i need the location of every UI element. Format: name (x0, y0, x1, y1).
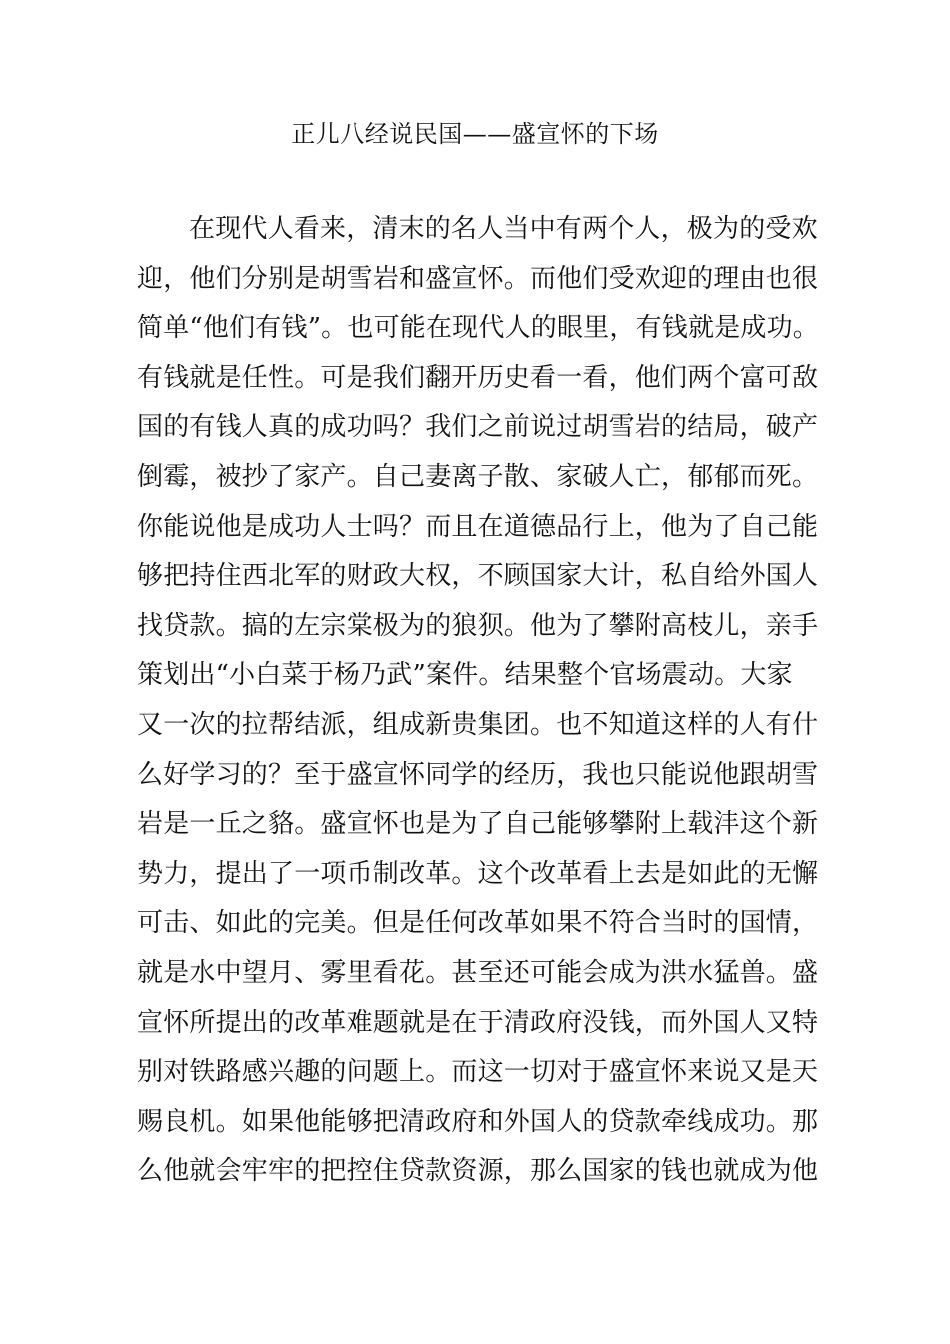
document-title: 正儿八经说民国——盛宣怀的下场 (291, 120, 659, 148)
text-line: 简单“他们有钱”。也可能在现代人的眼里，有钱就是成功。 (137, 313, 819, 344)
text-line: 找贷款。搞的左宗棠极为的狼狈。他为了攀附高枝儿，亲手 (137, 610, 819, 641)
text-line: 国的有钱人真的成功吗？我们之前说过胡雪岩的结局，破产 (137, 412, 819, 443)
text-line: 迎，他们分别是胡雪岩和盛宣怀。而他们受欢迎的理由也很 (137, 263, 819, 294)
text-line: 够把持住西北军的财政大权，不顾国家大计，私自给外国人 (137, 561, 819, 592)
text-line: 么他就会牢牢的把控住贷款资源，那么国家的钱也就成为他 (137, 1156, 819, 1187)
text-line: 策划出“小白菜于杨乃武”案件。结果整个官场震动。大家 (137, 660, 793, 691)
text-line: 么好学习的？至于盛宣怀同学的经历，我也只能说他跟胡雪 (137, 759, 819, 790)
text-line: 你能说他是成功人士吗？而且在道德品行上，他为了自己能 (137, 511, 819, 542)
body-text (137, 205, 837, 1197)
text-line: 势力，提出了一项币制改革。这个改革看上去是如此的无懈 (137, 858, 819, 889)
text-line: 赐良机。如果他能够把清政府和外国人的贷款牵线成功。那 (137, 1106, 819, 1137)
text-line: 可击、如此的完美。但是任何改革如果不符合当时的国情， (137, 908, 819, 939)
text-line: 倒霉，被抄了家产。自己妻离子散、家破人亡，郁郁而死。 (137, 461, 819, 492)
text-line: 岩是一丘之貉。盛宣怀也是为了自己能够攀附上载沣这个新 (137, 809, 819, 840)
text-line: 宣怀所提出的改革难题就是在于清政府没钱，而外国人又特 (137, 1007, 819, 1038)
text-line: 别对铁路感兴趣的问题上。而这一切对于盛宣怀来说又是天 (137, 1057, 819, 1088)
text-line: 就是水中望月、雾里看花。甚至还可能会成为洪水猛兽。盛 (137, 957, 819, 988)
text-line: 在现代人看来，清末的名人当中有两个人，极为的受欢 (189, 214, 818, 244)
text-line: 又一次的拉帮结派，组成新贵集团。也不知道这样的人有什 (137, 709, 819, 740)
text-line: 有钱就是任性。可是我们翻开历史看一看，他们两个富可敌 (137, 362, 819, 393)
